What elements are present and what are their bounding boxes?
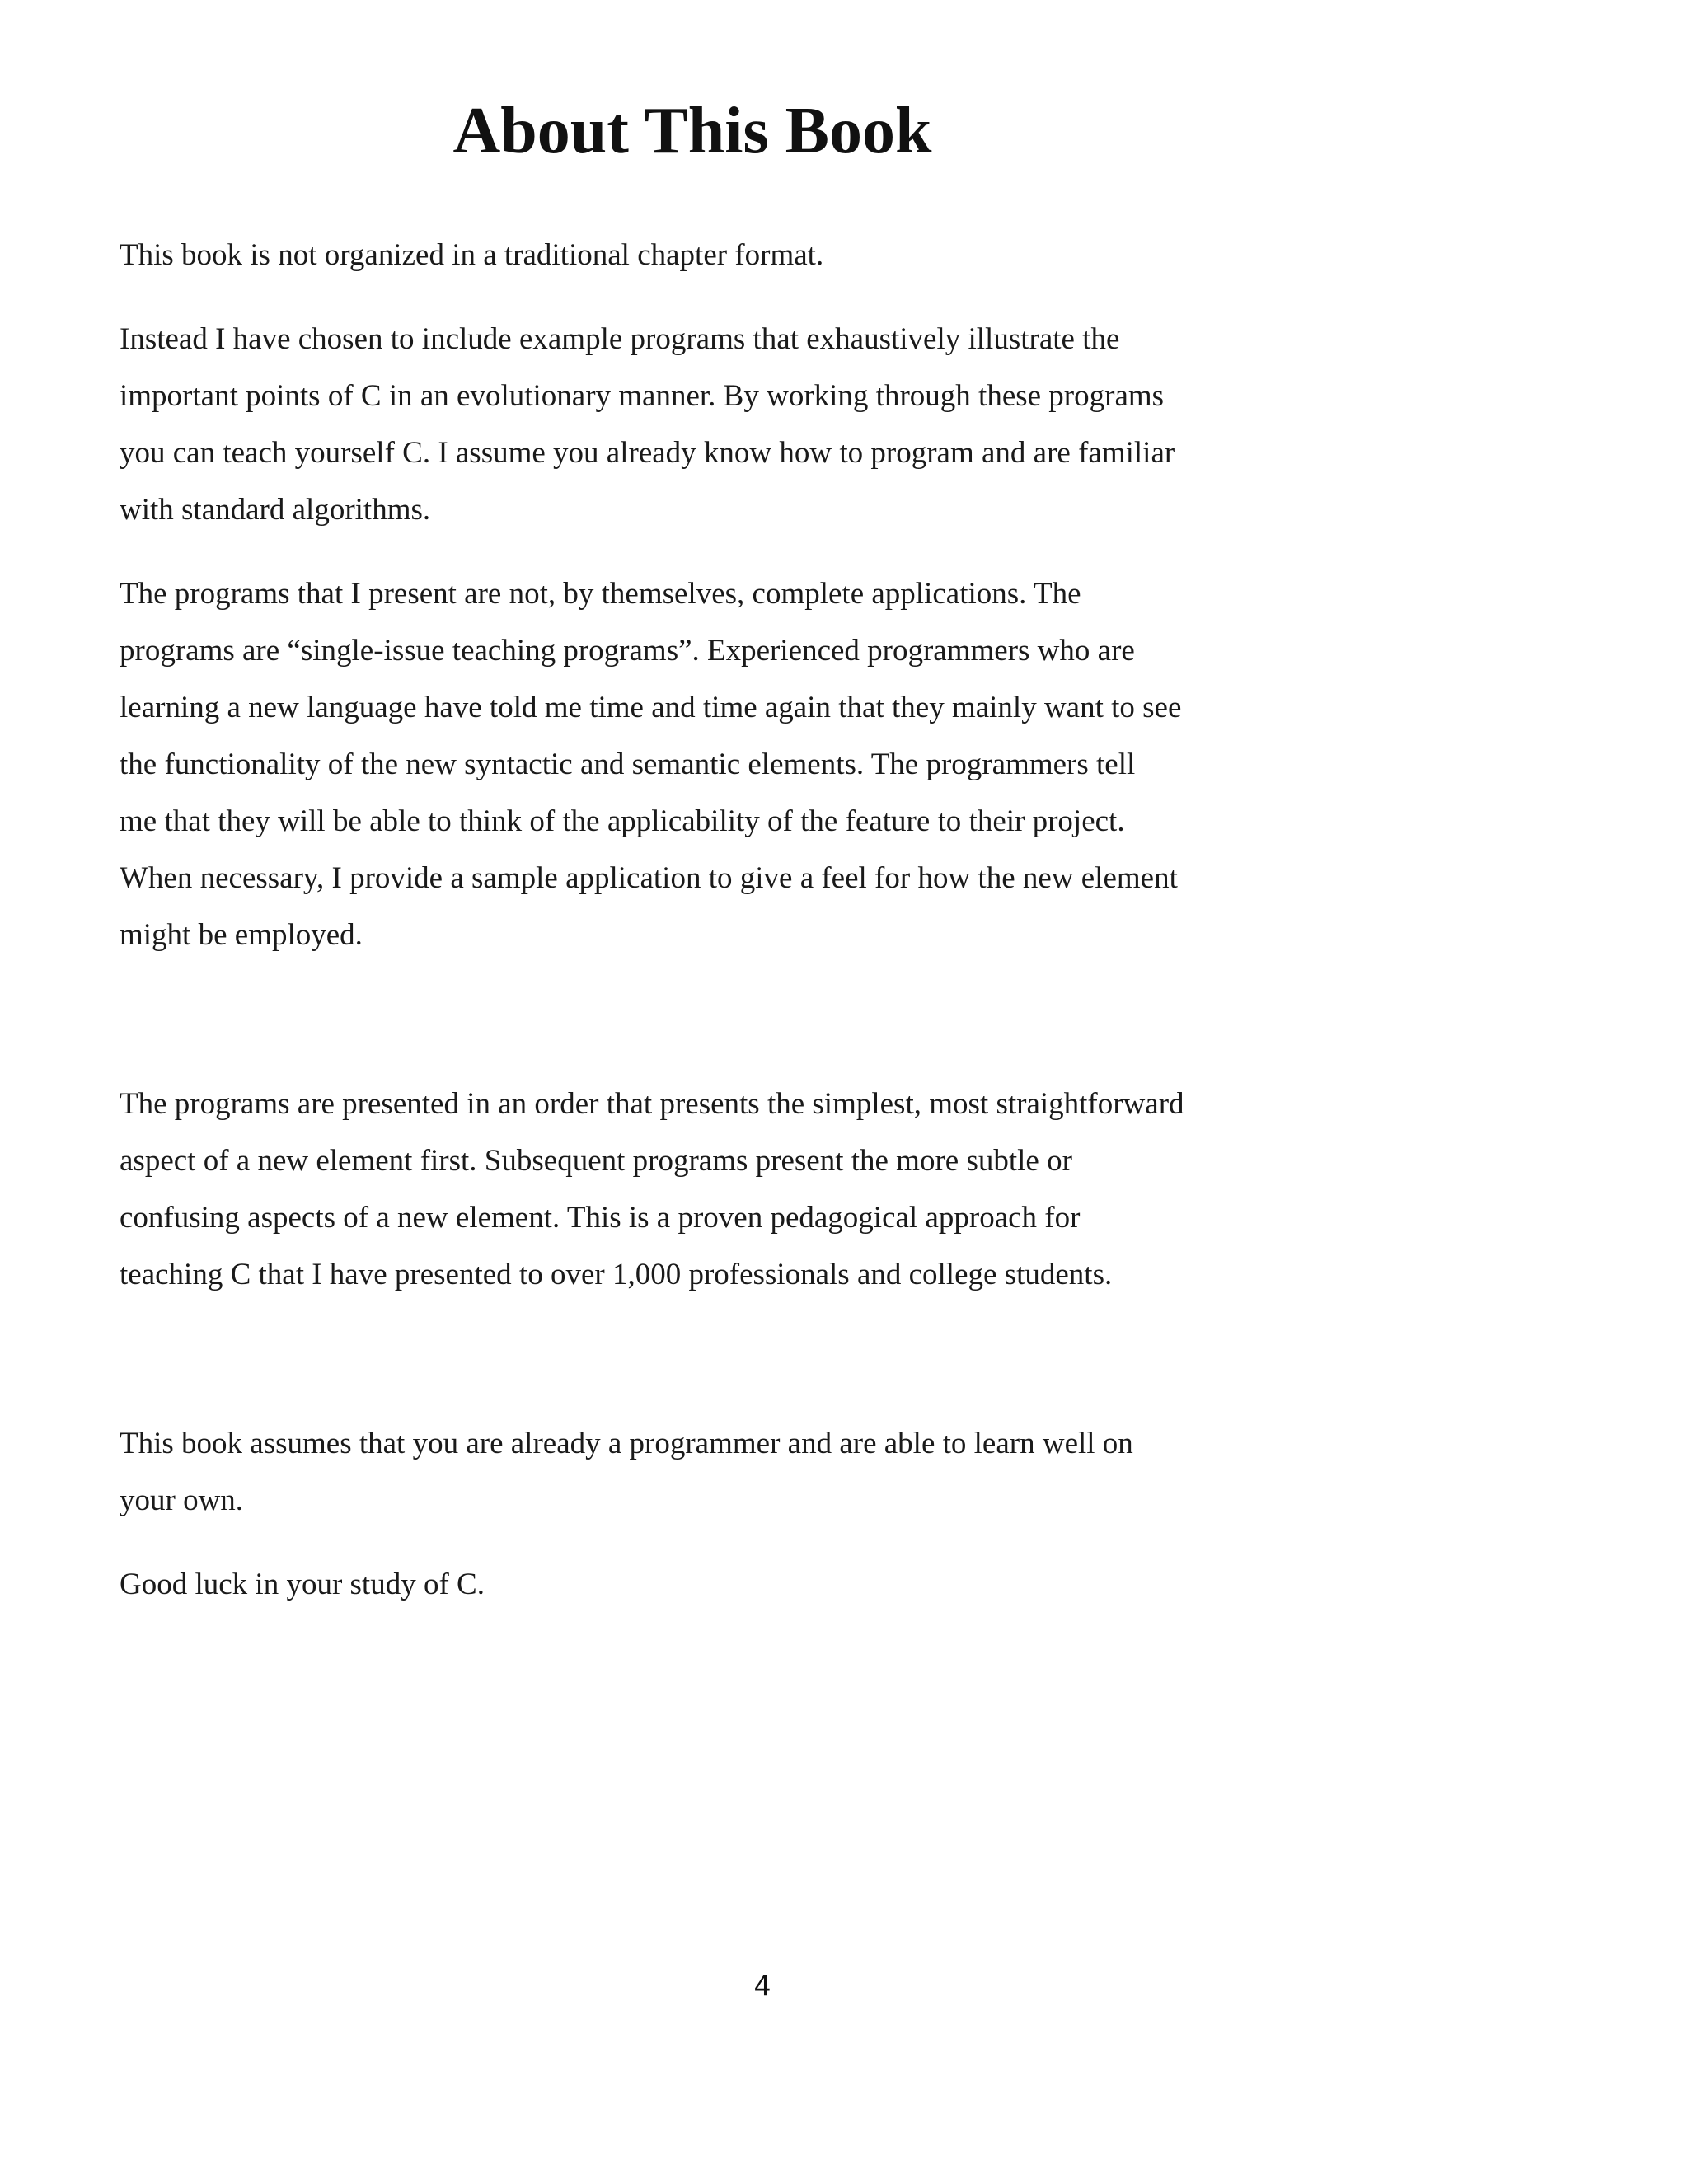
paragraph-1 bbox=[120, 227, 1290, 284]
text-line: your own. bbox=[120, 1483, 244, 1517]
page-title: About This Book bbox=[452, 95, 932, 167]
text-line: Good luck in your study of C. bbox=[120, 1568, 485, 1601]
paragraph-spacer bbox=[120, 1529, 1290, 1556]
text-line: This book assumes that you are already a programmer and are able to learn well on bbox=[120, 1427, 1133, 1460]
text-line: Instead I have chosen to include example programs that exhaustively illustrate the bbox=[120, 322, 1120, 356]
paragraph-4 bbox=[120, 1076, 1290, 1303]
text-line: important points of C in an evolutionary manner. By working through these programs bbox=[120, 379, 1165, 413]
paragraph-spacer bbox=[120, 284, 1290, 311]
text-line: me that they will be able to think of the applicability of the feature to their project. bbox=[120, 804, 1125, 838]
text-line: with standard algorithms. bbox=[120, 493, 431, 527]
text-line: learning a new language have told me time and time again that they mainly want to see bbox=[120, 691, 1182, 724]
page-number: 4 bbox=[753, 1970, 771, 2002]
paragraph-spacer bbox=[120, 1303, 1290, 1415]
text-line: aspect of a new element first. Subsequent programs present the more subtle or bbox=[120, 1144, 1072, 1178]
paragraph-spacer bbox=[120, 963, 1290, 1076]
text-line: programs are “single-issue teaching programs”. Experienced programmers who are bbox=[120, 634, 1135, 668]
paragraph-spacer bbox=[120, 538, 1290, 565]
text-line: The programs are presented in an order that presents the simplest, most straightforward bbox=[120, 1087, 1184, 1121]
text-line: you can teach yourself C. I assume you already know how to program and are familiar bbox=[120, 436, 1175, 470]
text-line: The programs that I present are not, by themselves, complete applications. The bbox=[120, 577, 1081, 611]
paragraph-3 bbox=[120, 565, 1290, 963]
text-line: might be employed. bbox=[120, 918, 363, 952]
text-line: the functionality of the new syntactic and semantic elements. The programmers tell bbox=[120, 748, 1136, 781]
text-line: teaching C that I have presented to over 1,000 professionals and college students. bbox=[120, 1258, 1113, 1291]
paragraph-6 bbox=[120, 1556, 1290, 1613]
text-line: This book is not organized in a traditional chapter format. bbox=[120, 238, 824, 272]
text-line: confusing aspects of a new element. This is a proven pedagogical approach for bbox=[120, 1201, 1081, 1235]
paragraph-2 bbox=[120, 311, 1290, 538]
body-text bbox=[120, 227, 1290, 1613]
text-line: When necessary, I provide a sample application to give a feel for how the new element bbox=[120, 861, 1178, 895]
paragraph-5 bbox=[120, 1415, 1290, 1529]
